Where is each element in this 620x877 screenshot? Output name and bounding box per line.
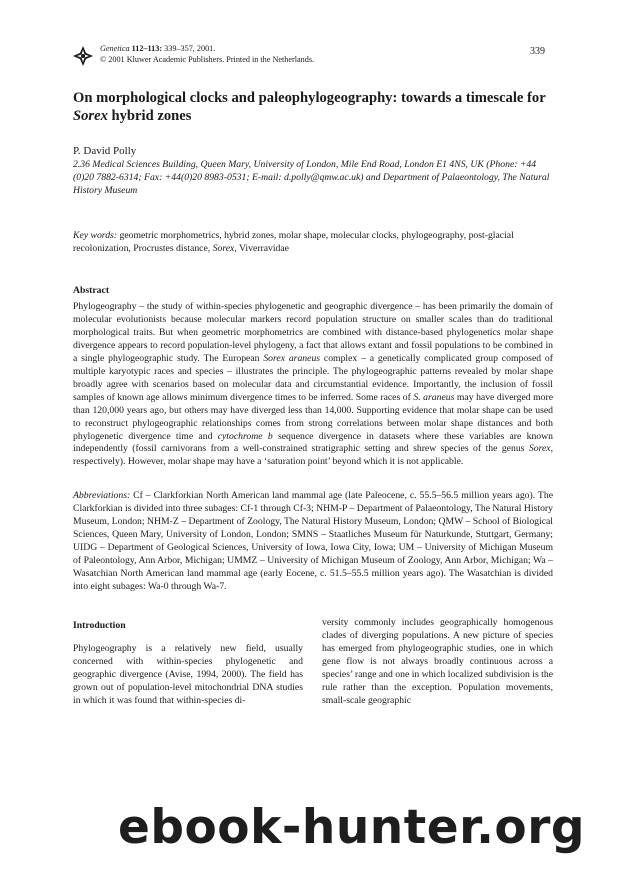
copyright-line: © 2001 Kluwer Academic Publishers. Printed in the Netherlands. (100, 55, 315, 64)
page-number: 339 (530, 46, 545, 57)
title-genus: Sorex (73, 108, 108, 124)
abstract-text-3: may have diverged more than 120,000 years ago, but others may have diverged less than 14,000. Supporting evidence that molar shape can be used to reconstruct phylogeographic relationships comes from strong correlations between molar shape distances and both phylogenetic divergence time and (73, 391, 554, 442)
journal-citation (100, 43, 314, 65)
introduction-heading: Introduction (73, 620, 126, 631)
author-name: P. David Polly (73, 145, 137, 157)
keywords-label: Key words: (73, 230, 118, 241)
keywords-genus: Sorex (212, 242, 235, 254)
journal-volume: 112–113: (131, 44, 163, 53)
abbreviations-text: Cf – Clarkforkian North American land mammal age (late Paleocene, c. 55.5–56.5 million years ago). The Clarkforkian is divided into three subages: Cf-1 through Cf-3; NHM-P – Department of Palaeontology, The Natural History Museum, London; NHM-Z – Department of Zoology, The Natural History Museum, London; QMW – School of Biological Sciences, Queen Mary, University of London, London; SMNS – Staatliches Museum für Naturkunde, Stuttgart, Germany; UIDG – Department of Geological Sciences, University of Iowa, Iowa City, Iowa; UM – University of Michigan Museum of Paleontology, Ann Arbor, Michigan; UMMZ – University of Michigan Museum of Zoology, Ann Arbor, Michigan; Wa – Wasatchian North American land mammal age (early Eocene, c. 51.5–55.5 million years ago). The Wasatchian is divided into eight subages: Wa-0 through Wa-7. (73, 490, 553, 592)
publisher-logo-icon (73, 46, 93, 66)
watermark-text: ebook-hunter.org (118, 800, 586, 855)
abstract-italic-3: cytochrome b (217, 430, 273, 442)
keywords-text-1: geometric morphometrics, hybrid zones, molar shape, molecular clocks, phylogeography, post-glacial recolonization, Procrustes distance, (73, 230, 514, 254)
abstract-text-5: , respectively). However, molar shape may have a ‘saturation point’ beyond which it is not applicable. (73, 443, 553, 468)
abstract-text-1: Phylogeography – the study of within-species phylogenetic and geographic divergence – has been primarily the domain of molecular evolutionists because molecular markers record population structure on smaller scales than do traditional morphological traits. But when geometric morphometrics are combined with distance-based phylogenetics molar shape divergence appears to record population-level phylogeny, a fact that allows extant and fossil populations to be combined in a single phylogeographic study. The European (73, 301, 553, 364)
abstract-italic-1: Sorex araneus (263, 352, 321, 364)
abbreviations (73, 490, 553, 594)
abstract-italic-4: Sorex (528, 443, 551, 455)
introduction-left-column: Phylogeography is a relatively new field, usually concerned with within-species phylogenetic and geographic divergence (Avise, 1994, 2000). The field has grown out of population-level mitochondrial DNA studies in which it was found that within-species di- (73, 643, 303, 706)
journal-line (100, 43, 314, 54)
abstract-text-4: sequence divergence in datasets where these variables are known independently (fossil carnivorans from a well-constrained stratigraphic setting and shrew species of the genus (73, 430, 553, 455)
journal-name: Genetica (100, 44, 130, 53)
abstract-text-2: complex – a genetically complicated group composed of multiple karyotypic races and species – illustrates the principle. The phylogeographic patterns revealed by molar shape broadly agree with scenarios based on molecular data and circumstantial evidence. Importantly, the inclusion of fossil samples of known age allows minimum divergence times to be inferred. Some races of (73, 352, 553, 403)
abstract-body (73, 301, 553, 469)
title-part-1: On morphological clocks and paleophylogeography: towards a timescale for (73, 90, 546, 106)
journal-pages: 339–357, 2001. (164, 44, 216, 53)
abstract-heading: Abstract (73, 285, 110, 296)
abbreviations-label: Abbreviations: (73, 490, 131, 501)
keywords (73, 230, 553, 256)
title-part-2: hybrid zones (107, 108, 192, 124)
introduction-right-column: versity commonly includes geographically homogenous clades of diverging populations. A new picture of species has emerged from phylogeographic studies, one in which gene flow is not always broadly continuous across a species’ range and one in which localized subdivision is the rule rather than the exception. Population movements, small-scale geographic (322, 617, 553, 706)
author-affiliation: 2.36 Medical Sciences Building, Queen Mary, University of London, Mile End Road, London E1 4NS, UK (Phone: +44 (0)20 7882-6314; Fax: +44(0)20 8983-0531; E-mail: d.polly@qmw.ac.uk) and Department of Palaeontology, The Natural History Museum (73, 159, 550, 196)
keywords-text-2: , Viverravidae (234, 242, 289, 254)
article-title (73, 89, 553, 125)
abstract-italic-2: S. araneus (413, 391, 455, 403)
